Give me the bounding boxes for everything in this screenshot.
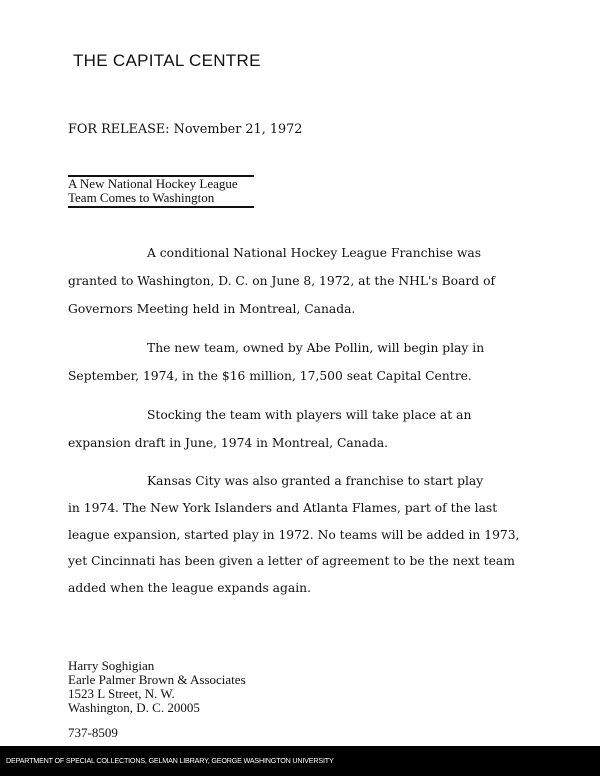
text-line: league expansion, started play in 1972. No teams will be added in 1973, bbox=[68, 528, 520, 542]
headline-line-2: Team Comes to Washington bbox=[68, 190, 215, 205]
archive-credit: DEPARTMENT OF SPECIAL COLLECTIONS, GELMAN LIBRARY, GEORGE WASHINGTON UNIVERSITY bbox=[6, 756, 334, 765]
contact-city: Washington, D. C. 20005 bbox=[68, 700, 200, 715]
text-line: Governors Meeting held in Montreal, Canada. bbox=[68, 302, 356, 316]
text-line: yet Cincinnati has been given a letter of agreement to be the next team bbox=[68, 554, 515, 568]
text-line: added when the league expands again. bbox=[68, 581, 311, 595]
text-line: granted to Washington, D. C. on June 8, 1972, at the NHL's Board of bbox=[68, 274, 496, 288]
headline-bottom-rule bbox=[68, 206, 254, 208]
text-line: The new team, owned by Abe Pollin, will begin play in bbox=[147, 341, 485, 355]
letterhead-title: THE CAPITAL CENTRE bbox=[73, 51, 261, 70]
release-date: FOR RELEASE: November 21, 1972 bbox=[68, 122, 303, 137]
text-line: A conditional National Hockey League Franchise was bbox=[147, 246, 482, 260]
contact-street: 1523 L Street, N. W. bbox=[68, 686, 175, 701]
contact-agency: Earle Palmer Brown & Associates bbox=[68, 672, 246, 687]
contact-name: Harry Soghigian bbox=[68, 658, 155, 673]
text-line: expansion draft in June, 1974 in Montreal, Canada. bbox=[68, 436, 389, 450]
text-line: Kansas City was also granted a franchise to start play bbox=[147, 474, 484, 488]
contact-phone: 737-8509 bbox=[68, 725, 118, 740]
text-line: September, 1974, in the $16 million, 17,500 seat Capital Centre. bbox=[68, 369, 472, 383]
text-line: Stocking the team with players will take place at an bbox=[147, 408, 472, 422]
archive-footer-bar bbox=[0, 746, 600, 776]
headline-line-1: A New National Hockey League bbox=[68, 176, 238, 191]
text-line: in 1974. The New York Islanders and Atlanta Flames, part of the last bbox=[68, 501, 498, 515]
